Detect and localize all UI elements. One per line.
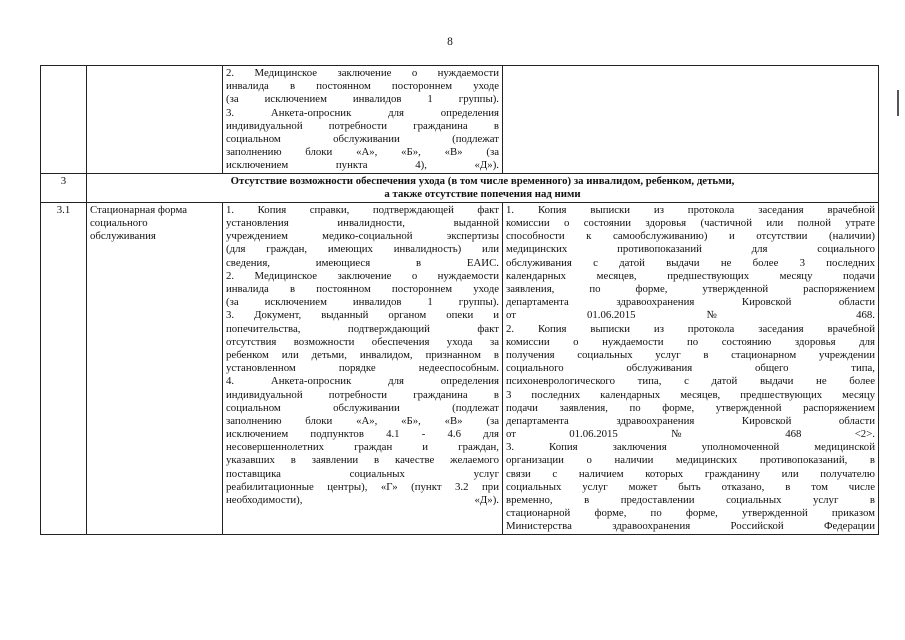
cell-form-empty (87, 66, 223, 174)
text-line: инвалида в постоянном постороннем уходе (226, 80, 499, 93)
margin-mark (897, 90, 899, 116)
text-line: отсутствия возможности обеспечения ухода за (226, 335, 499, 348)
cell-service-form (87, 202, 223, 534)
text-line: реабилитационные центры), «Г» (пункт 3.2 при (226, 480, 499, 493)
text-line: 3. Анкета-опросник для определения (226, 106, 499, 119)
text-line: поставщика социальных услуг (226, 467, 499, 480)
text-line: комиссии о состоянии здоровья (частичной или полной утрате (506, 217, 875, 230)
text-line: департамента здравоохранения Кировской области (506, 414, 875, 427)
text-line: установления инвалидности, выданной (226, 217, 499, 230)
text-line: инвалида в постоянном постороннем уходе (226, 283, 499, 295)
table-row-section-3 (41, 173, 879, 202)
service-form-text (90, 204, 219, 244)
text-line: социальных услуг может быть отказано, в том числе (506, 480, 875, 493)
cell-medical-empty (503, 66, 879, 174)
text-line: попечительства, подтверждающий факт (226, 322, 499, 335)
text-line: стационарной форме, по форме, утвержденной приказом (506, 507, 875, 520)
text-line: а также отсутствие попечения над ними (384, 187, 581, 200)
text-line: 1. Копия выписки из протокола заседания врачебной (506, 203, 875, 216)
text-line: (за исключением инвалидов 1 группы). (226, 93, 499, 106)
text-line: индивидуальной потребности гражданина в (226, 119, 499, 132)
text-line: связи с наличием которых гражданину или получателю (506, 467, 875, 480)
text-line: подачи заявления, по форме, утвержденной распоряжением (506, 401, 875, 414)
cell-number-empty (41, 66, 87, 174)
text-line: 4. Анкета-опросник для определения (226, 375, 499, 388)
text-line: несовершеннолетних граждан и граждан, (226, 441, 499, 454)
text-line: обслуживания с датой выдачи не более 3 последних (506, 256, 875, 269)
cell-documents-continuation (223, 66, 503, 174)
text-line: сведения, имеющиеся в ЕАИС. (226, 256, 499, 269)
text-line: указавших в заявлении в качестве желаемого (226, 454, 499, 467)
text-line: обслуживания (90, 230, 156, 243)
section-number: 3 (41, 173, 87, 202)
text-line: 2. Копия выписки из протокола заседания врачебной (506, 322, 875, 335)
text-line: организации о наличии медицинских противопоказаний, в (506, 454, 875, 467)
text-line: Отсутствие возможности обеспечения ухода (в том числе временного) за инвалидом, ребенком, детьми, (230, 174, 735, 187)
text-line: от 01.06.2015 № 468. (506, 309, 875, 322)
documents-text (226, 204, 499, 507)
text-line: социального обслуживания общего типа, (506, 362, 875, 375)
cell-documents (223, 202, 503, 534)
text-line: исключением подпунктов 4.1 - 4.6 для (226, 428, 499, 441)
text-line: социальном обслуживании (подлежат (226, 132, 499, 145)
text-line: от 01.06.2015 № 468 <2>. (506, 428, 875, 441)
documents-continuation-text (226, 67, 499, 173)
text-line: 1. Копия справки, подтверждающей факт (226, 203, 499, 216)
text-line: учреждением медико-социальной экспертизы (226, 230, 499, 243)
section-heading-text (90, 175, 875, 201)
text-line: (за исключением инвалидов 1 группы). (226, 296, 499, 309)
text-line: 3 последних календарных месяцев, предшествующих месяцу (506, 388, 875, 401)
row-number: 3.1 (41, 202, 87, 534)
text-line: заполнению блоки «А», «Б», «В» (за (226, 414, 499, 427)
text-line: установленном порядке недееспособным. (226, 362, 499, 375)
text-line: 3. Копия заключения уполномоченной медицинской (506, 441, 875, 454)
text-line: временно, в предоставлении социальных услуг в (506, 494, 875, 506)
text-line: Министерства здравоохранения Российской Федерации (506, 520, 875, 533)
text-line: (для граждан, имеющих инвалидность) или (226, 243, 499, 256)
text-line: социального (90, 217, 148, 230)
text-line: Стационарная форма (90, 203, 188, 216)
text-line: календарных месяцев, предшествующих месяцу подачи (506, 269, 875, 282)
text-line: департамента здравоохранения Кировской области (506, 296, 875, 309)
text-line: способности к самообслуживанию) и отсутствии (наличии) (506, 230, 875, 243)
text-line: социальном обслуживании (подлежат (226, 401, 499, 414)
cell-medical-documents (503, 202, 879, 534)
table-row-continuation (41, 66, 879, 174)
text-line: комиссии о нуждаемости по состоянию здоровья для (506, 335, 875, 348)
text-line: получения социальных услуг в стационарном учреждении (506, 348, 875, 361)
text-line: 3. Документ, выданный органом опеки и (226, 309, 499, 322)
text-line: заполнению блоки «А», «Б», «В» (за (226, 146, 499, 159)
text-line: исключением пункта 4), «Д»). (226, 159, 499, 172)
text-line: 2. Медицинское заключение о нуждаемости (226, 269, 499, 282)
text-line: заявления, по форме, утвержденной распоряжением (506, 283, 875, 295)
text-line: 2. Медицинское заключение о нуждаемости (226, 67, 499, 79)
medical-documents-text (506, 204, 875, 534)
services-table (40, 65, 879, 535)
section-heading (87, 173, 879, 202)
page-number: 8 (447, 36, 453, 48)
text-line: необходимости), «Д»). (226, 494, 499, 506)
table-row-3-1 (41, 202, 879, 534)
text-line: ребенком или детьми, инвалидом, признанном в (226, 348, 499, 361)
text-line: психоневрологического типа, с датой выдачи не более (506, 375, 875, 388)
text-line: медицинских противопоказаний для социального (506, 243, 875, 256)
text-line: индивидуальной потребности гражданина в (226, 388, 499, 401)
